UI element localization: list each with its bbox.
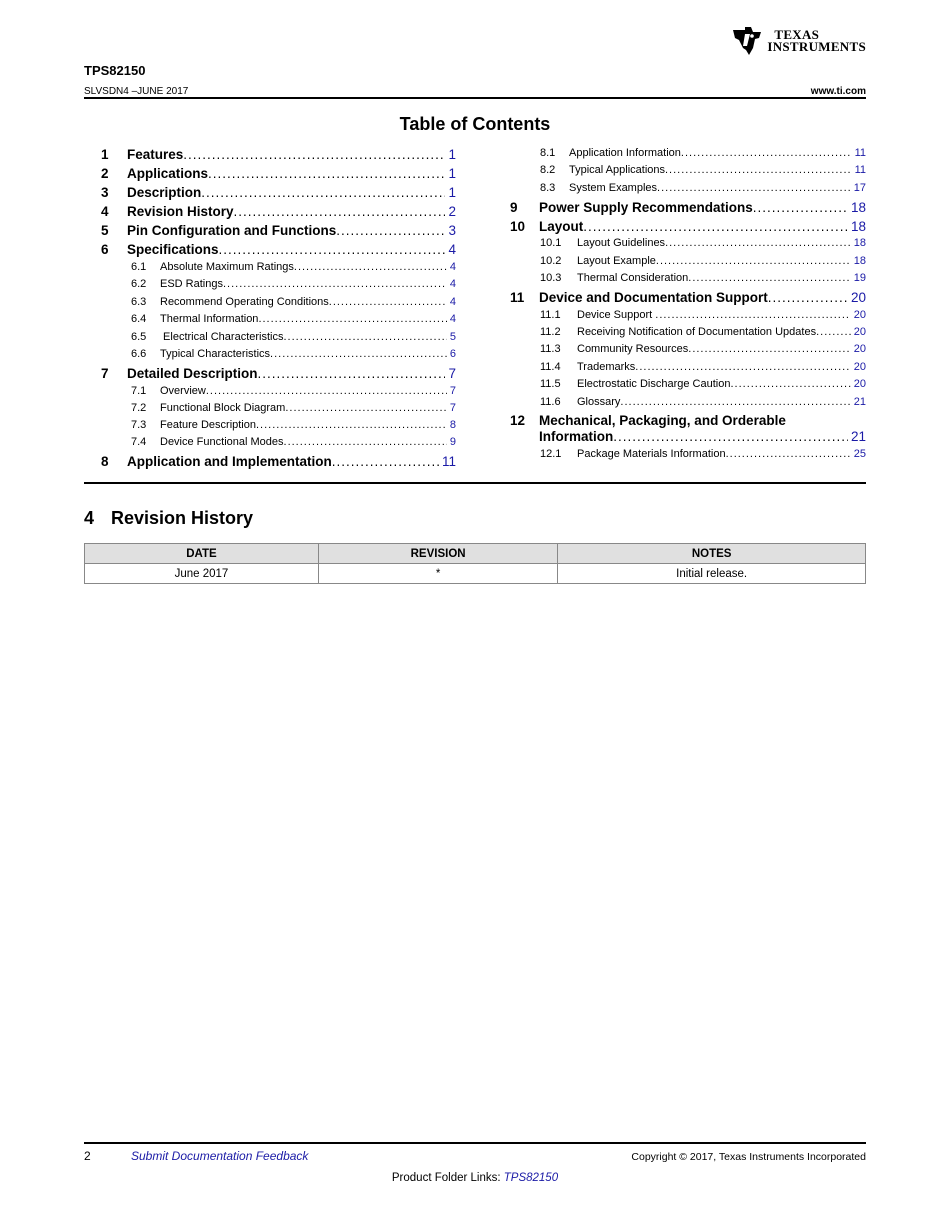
toc-dot-leader xyxy=(234,204,446,219)
toc-entry[interactable] xyxy=(131,348,456,360)
toc-entry-number: 8.2 xyxy=(540,164,556,176)
toc-entry-title: Pin Configuration and Functions xyxy=(127,223,337,238)
toc-page-link[interactable]: 7 xyxy=(449,385,456,397)
toc-entry-title: Mechanical, Packaging, and Orderable xyxy=(539,413,786,428)
toc-page-link[interactable]: 20 xyxy=(853,361,866,373)
toc-entry-title: Description xyxy=(127,185,202,200)
toc-entry-number: 7.3 xyxy=(131,419,147,431)
toc-page-link[interactable]: 8 xyxy=(449,419,456,431)
header-rule xyxy=(84,97,866,99)
toc-entry-number: 6.2 xyxy=(131,278,147,290)
toc-entry-number: 6.1 xyxy=(131,261,147,273)
part-number: TPS82150 xyxy=(84,63,146,78)
toc-entry-number: 6.3 xyxy=(131,296,147,308)
toc-entry-number: 11.6 xyxy=(540,396,561,408)
toc-page-link[interactable]: 1 xyxy=(448,147,456,162)
toc-entry-title: Functional Block Diagram xyxy=(160,402,286,414)
toc-dot-leader xyxy=(753,200,848,215)
toc-entry[interactable] xyxy=(540,378,866,390)
toc-dot-leader xyxy=(208,166,445,181)
toc-entry-number: 8.1 xyxy=(540,147,556,159)
section-title: Revision History xyxy=(111,508,254,528)
revision-history-heading xyxy=(84,508,253,529)
toc-entry-title: Overview xyxy=(160,385,206,397)
ti-logo xyxy=(731,26,866,56)
toc-entry[interactable] xyxy=(540,396,866,408)
toc-entry[interactable] xyxy=(131,313,456,325)
toc-entry-title: System Examples xyxy=(569,182,658,194)
toc-page-link[interactable]: 19 xyxy=(853,272,866,284)
toc-entry-title: Device Support xyxy=(577,309,656,321)
toc-entry[interactable] xyxy=(510,429,866,444)
toc-page-link[interactable]: 3 xyxy=(448,223,456,238)
toc-dot-leader xyxy=(270,348,447,360)
toc-entry-title: Electrical Characteristics xyxy=(160,331,284,343)
toc-entry[interactable] xyxy=(101,366,456,381)
toc-entry-title: Application and Implementation xyxy=(127,454,332,469)
toc-entry[interactable] xyxy=(540,326,866,338)
toc-entry-number: 11.3 xyxy=(540,343,561,355)
toc-page-link[interactable]: 2 xyxy=(448,204,456,219)
toc-entry[interactable] xyxy=(540,164,866,176)
toc-entry-number: 6.4 xyxy=(131,313,147,325)
table-header-row xyxy=(85,544,866,564)
toc-entry-title: Typical Applications xyxy=(569,164,665,176)
revision-history-table xyxy=(84,543,866,584)
toc-entry-title: Device and Documentation Support xyxy=(539,290,768,305)
toc-dot-leader xyxy=(329,296,447,308)
toc-entry-number: 2 xyxy=(101,166,109,181)
toc-entry[interactable] xyxy=(101,185,456,200)
toc-page-link[interactable]: 1 xyxy=(448,166,456,181)
column-header-revision: REVISION xyxy=(318,544,557,564)
toc-entry-title: Specifications xyxy=(127,242,219,257)
toc-page-link[interactable]: 5 xyxy=(449,331,456,343)
toc-entry-title: Community Resources xyxy=(577,343,689,355)
product-folder-links xyxy=(0,1172,950,1184)
toc-dot-leader xyxy=(681,147,852,159)
toc-page-link[interactable]: 4 xyxy=(448,242,456,257)
toc-entry-title: ESD Ratings xyxy=(160,278,223,290)
toc-entry[interactable] xyxy=(540,182,866,194)
website-link[interactable]: www.ti.com xyxy=(810,86,866,97)
toc-entry-title: Applications xyxy=(127,166,209,181)
toc-page-link[interactable]: 11 xyxy=(854,164,866,176)
toc-page-link[interactable]: 20 xyxy=(850,290,866,305)
toc-entry-number: 10.2 xyxy=(540,255,562,267)
toc-entry[interactable] xyxy=(131,385,456,397)
toc-entry-number: 11.2 xyxy=(540,326,561,338)
toc-dot-leader xyxy=(656,255,851,267)
toc-entry[interactable] xyxy=(540,147,866,159)
logo-line-1: TEXAS xyxy=(774,27,820,42)
cell-notes: Initial release. xyxy=(558,564,866,584)
toc-dot-leader xyxy=(219,242,446,257)
toc-entry-title: Receiving Notification of Documentation Updates xyxy=(577,326,817,338)
toc-entry[interactable] xyxy=(131,419,456,431)
toc-page-link[interactable]: 20 xyxy=(853,343,866,355)
toc-page-link[interactable]: 6 xyxy=(449,348,456,360)
toc-dot-leader xyxy=(665,164,852,176)
cell-revision: * xyxy=(318,564,557,584)
toc-entry-number: 7.2 xyxy=(131,402,147,414)
ti-logo-wordmark xyxy=(767,29,866,53)
toc-entry[interactable] xyxy=(510,413,866,428)
toc-entry[interactable] xyxy=(101,242,456,257)
toc-page-link[interactable]: 21 xyxy=(850,429,866,444)
toc-entry-number: 5 xyxy=(101,223,109,238)
toc-entry-number: 6 xyxy=(101,242,109,257)
toc-dot-leader xyxy=(613,429,848,444)
toc-entry-number: 12.1 xyxy=(540,448,562,460)
toc-entry-number: 7 xyxy=(101,366,109,381)
toc-dot-leader xyxy=(294,261,447,273)
toc-dot-leader xyxy=(688,272,850,284)
toc-entry[interactable] xyxy=(101,223,456,238)
toc-entry[interactable] xyxy=(540,448,866,460)
toc-entry[interactable] xyxy=(540,361,866,373)
toc-page-link[interactable]: 20 xyxy=(853,309,866,321)
toc-entry-title: Device Functional Modes xyxy=(160,436,284,448)
toc-dot-leader xyxy=(206,385,447,397)
toc-entry-number: 11.5 xyxy=(540,378,561,390)
toc-dot-leader xyxy=(183,147,445,162)
toc-entry-number: 12 xyxy=(510,413,526,428)
toc-entry-title: Package Materials Information xyxy=(577,448,726,460)
footer-rule xyxy=(84,1142,866,1144)
toc-entry[interactable] xyxy=(101,204,456,219)
toc-page-link[interactable]: 18 xyxy=(853,237,866,249)
toc-page-link[interactable]: 18 xyxy=(853,255,866,267)
toc-page-link[interactable]: 7 xyxy=(448,366,456,381)
toc-dot-leader xyxy=(256,419,447,431)
toc-dot-leader xyxy=(730,378,850,390)
toc-dot-leader xyxy=(635,361,850,373)
toc-entry-number: 1 xyxy=(101,147,109,162)
toc-dot-leader xyxy=(657,182,851,194)
toc-dot-leader xyxy=(284,436,447,448)
toc-entry-number: 10.1 xyxy=(540,237,562,249)
copyright-text: Copyright © 2017, Texas Instruments Incorporated xyxy=(631,1151,866,1163)
toc-dot-leader xyxy=(223,278,447,290)
toc-entry-title: Thermal Consideration xyxy=(577,272,689,284)
toc-page-link[interactable]: 18 xyxy=(850,219,866,234)
toc-entry[interactable] xyxy=(540,255,866,267)
logo-line-2: INSTRUMENTS xyxy=(767,39,866,54)
toc-entry-number: 3 xyxy=(101,185,109,200)
toc-entry-title: Thermal Information xyxy=(160,313,259,325)
toc-entry-title: Layout Example xyxy=(577,255,656,267)
toc-dot-leader xyxy=(816,326,851,338)
toc-entry-title: Detailed Description xyxy=(127,366,258,381)
toc-page-link[interactable]: 25 xyxy=(853,448,866,460)
cell-date: June 2017 xyxy=(85,564,319,584)
toc-dot-leader xyxy=(665,237,851,249)
toc-dot-leader xyxy=(583,219,848,234)
toc-entry-number: 10 xyxy=(510,219,526,234)
toc-entry[interactable] xyxy=(101,454,456,469)
page-number: 2 xyxy=(84,1149,91,1163)
ti-logo-icon xyxy=(731,26,763,56)
toc-title: Table of Contents xyxy=(399,114,551,134)
document-id: SLVSDN4 –JUNE 2017 xyxy=(84,86,189,97)
toc-dot-leader xyxy=(688,343,850,355)
toc-entry[interactable] xyxy=(131,331,456,343)
toc-page-link[interactable]: 4 xyxy=(449,261,456,273)
toc-entry[interactable] xyxy=(131,436,456,448)
toc-entry-title: Features xyxy=(127,147,184,162)
toc-entry-number: 4 xyxy=(101,204,109,219)
toc-dot-leader xyxy=(620,396,850,408)
toc-entry-title: Application Information xyxy=(569,147,681,159)
toc-entry[interactable] xyxy=(510,200,866,215)
toc-dot-leader xyxy=(726,448,851,460)
toc-entry-number: 7.4 xyxy=(131,436,147,448)
toc-dot-leader xyxy=(332,454,439,469)
column-header-date: DATE xyxy=(85,544,319,564)
toc-page-link[interactable]: 4 xyxy=(449,296,456,308)
section-number: 4 xyxy=(84,508,95,528)
toc-dot-leader xyxy=(655,309,850,321)
toc-dot-leader xyxy=(258,366,446,381)
toc-entry-number: 8.3 xyxy=(540,182,556,194)
toc-entry[interactable] xyxy=(131,278,456,290)
toc-entry-title: Power Supply Recommendations xyxy=(539,200,753,215)
toc-entry-title: Trademarks xyxy=(577,361,636,373)
toc-entry-number: 6.6 xyxy=(131,348,147,360)
toc-entry-title: Feature Description xyxy=(160,419,256,431)
toc-entry[interactable] xyxy=(540,272,866,284)
toc-page-link[interactable]: 4 xyxy=(449,313,456,325)
toc-entry-title: Recommend Operating Conditions xyxy=(160,296,329,308)
toc-page-link[interactable]: 20 xyxy=(853,378,866,390)
toc-entry-title: Layout Guidelines xyxy=(577,237,666,249)
toc-entry-title: Information xyxy=(539,429,614,444)
product-folder-label: Product Folder Links: xyxy=(391,1172,504,1184)
toc-entry-title: Electrostatic Discharge Caution xyxy=(577,378,731,390)
toc-entry-number: 11.4 xyxy=(540,361,561,373)
toc-dot-leader xyxy=(768,290,848,305)
toc-dot-leader xyxy=(285,402,447,414)
product-folder-link[interactable]: TPS82150 xyxy=(503,1172,559,1184)
toc-entry[interactable] xyxy=(131,261,456,273)
toc-entry-title: Revision History xyxy=(127,204,234,219)
toc-page-link[interactable]: 9 xyxy=(449,436,456,448)
toc-entry-number: 11.1 xyxy=(540,309,561,321)
toc-entry-number: 9 xyxy=(510,200,518,215)
toc-entry-number: 8 xyxy=(101,454,109,469)
toc-entry-title: Typical Characteristics xyxy=(160,348,271,360)
toc-entry-title: Absolute Maximum Ratings xyxy=(160,261,294,273)
feedback-link[interactable]: Submit Documentation Feedback xyxy=(131,1149,309,1163)
toc-page-link[interactable]: 21 xyxy=(853,396,866,408)
column-header-notes: NOTES xyxy=(558,544,866,564)
toc-entry-number: 7.1 xyxy=(131,385,147,397)
toc-dot-leader xyxy=(283,331,446,343)
toc-entry[interactable] xyxy=(540,237,866,249)
toc-entry-number: 11 xyxy=(510,290,525,305)
toc-page-link[interactable]: 11 xyxy=(854,147,866,159)
toc-entry[interactable] xyxy=(131,402,456,414)
toc-entry[interactable] xyxy=(510,290,866,305)
toc-dot-leader xyxy=(201,185,445,200)
table-row xyxy=(85,564,866,584)
toc-entry-number: 10.3 xyxy=(540,272,562,284)
toc-page-link[interactable]: 4 xyxy=(449,278,456,290)
toc-page-link[interactable]: 11 xyxy=(441,454,456,469)
toc-entry[interactable] xyxy=(540,309,866,321)
toc-dot-leader xyxy=(336,223,445,238)
toc-entry-title: Layout xyxy=(539,219,584,234)
toc-page-link[interactable]: 1 xyxy=(448,185,456,200)
toc-entry[interactable] xyxy=(101,147,456,162)
toc-entry-number: 6.5 xyxy=(131,331,147,343)
toc-dot-leader xyxy=(258,313,446,325)
toc-entry-title: Glossary xyxy=(577,396,621,408)
toc-page-link[interactable]: 18 xyxy=(850,200,866,215)
toc-page-link[interactable]: 17 xyxy=(853,182,866,194)
toc-entry[interactable] xyxy=(510,219,866,234)
toc-entry[interactable] xyxy=(101,166,456,181)
toc-page-link[interactable]: 7 xyxy=(449,402,456,414)
toc-entry[interactable] xyxy=(131,296,456,308)
section-rule xyxy=(84,482,866,484)
toc-page-link[interactable]: 20 xyxy=(853,326,866,338)
toc-entry[interactable] xyxy=(540,343,866,355)
